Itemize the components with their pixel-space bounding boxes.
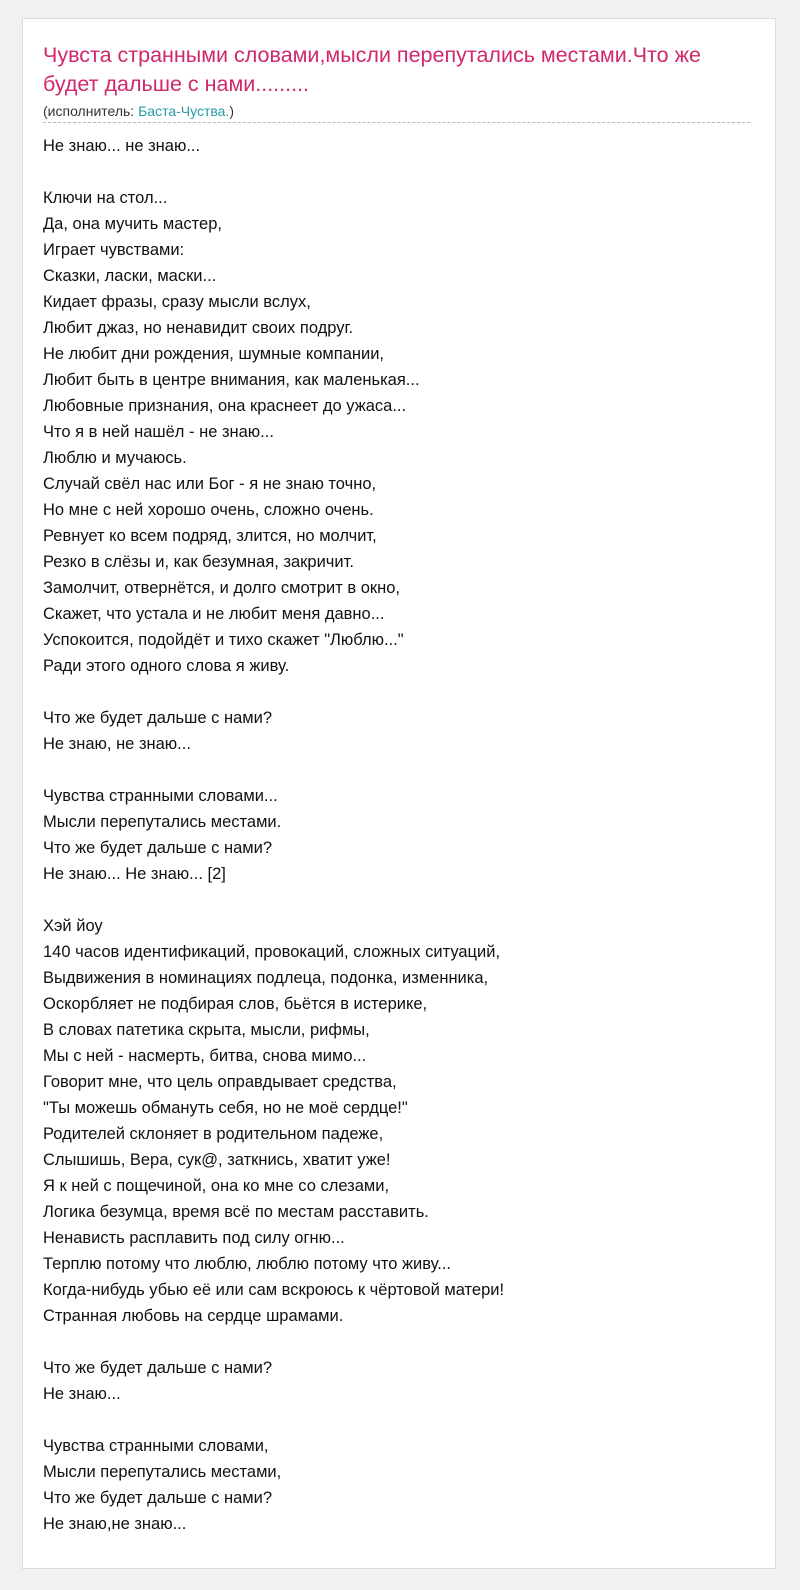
lyric-line: Да, она мучить мастер, (43, 215, 222, 233)
artist-suffix: ) (229, 103, 234, 119)
lyric-line: В словах патетика скрыта, мысли, рифмы, (43, 1021, 370, 1039)
lyric-line: Но мне с ней хорошо очень, сложно очень. (43, 501, 374, 519)
lyric-line: Ревнует ко всем подряд, злится, но молчит, (43, 527, 377, 545)
lyric-line: Замолчит, отвернётся, и долго смотрит в окно, (43, 579, 400, 597)
lyric-line: "Ты можешь обмануть себя, но не моё сердце!" (43, 1099, 408, 1117)
lyric-line: Не любит дни рождения, шумные компании, (43, 345, 385, 363)
lyric-line: Хэй йоу (43, 917, 103, 935)
lyric-blank-line (43, 679, 755, 705)
lyric-line: Ради этого одного слова я живу. (43, 657, 290, 675)
artist-link[interactable]: Баста-Чуства. (138, 103, 230, 119)
lyric-line: Выдвижения в номинациях подлеца, подонка, изменника, (43, 969, 489, 987)
lyric-line: Люблю и мучаюсь. (43, 449, 187, 467)
lyric-blank-line (43, 1329, 755, 1355)
lyric-blank-line (43, 757, 755, 783)
lyric-line: Ключи на стол... (43, 189, 168, 207)
lyric-line: Мысли перепутались местами, (43, 1463, 282, 1481)
lyric-line: Говорит мне, что цель оправдывает средства, (43, 1073, 397, 1091)
lyric-line: Когда-нибудь убью её или сам вскроюсь к чёртовой матери! (43, 1281, 505, 1299)
lyric-line: Что же будет дальше с нами? (43, 1359, 273, 1377)
lyric-line: Сказки, ласки, маски... (43, 267, 217, 285)
lyric-line: Ненависть расплавить под силу огню... (43, 1229, 345, 1247)
lyric-line: Родителей склоняет в родительном падеже, (43, 1125, 384, 1143)
lyric-blank-line (43, 159, 755, 185)
lyric-line: Что же будет дальше с нами? (43, 1489, 273, 1507)
lyric-line: Что же будет дальше с нами? (43, 709, 273, 727)
lyric-blank-line (43, 887, 755, 913)
lyric-line: 140 часов идентификаций, провокаций, сложных ситуаций, (43, 943, 501, 961)
title-divider (43, 122, 750, 123)
lyric-line: Логика безумца, время всё по местам расставить. (43, 1203, 429, 1221)
lyric-line: Успокоится, подойдёт и тихо скажет "Люблю..." (43, 631, 404, 649)
lyric-line: Любит быть в центре внимания, как маленькая... (43, 371, 420, 389)
lyric-line: Резко в слёзы и, как безумная, закричит. (43, 553, 354, 571)
lyric-line: Скажет, что устала и не любит меня давно... (43, 605, 385, 623)
artist-prefix: (исполнитель: (43, 103, 139, 119)
lyric-line: Не знаю, не знаю... (43, 735, 191, 753)
artist-line (43, 102, 234, 120)
lyric-line: Что я в ней нашёл - не знаю... (43, 423, 274, 441)
lyric-line: Оскорбляет не подбирая слов, бьётся в истерике, (43, 995, 428, 1013)
lyric-line: Играет чувствами: (43, 241, 185, 259)
lyric-line: Любит джаз, но ненавидит своих подруг. (43, 319, 354, 337)
lyric-line: Что же будет дальше с нами? (43, 839, 273, 857)
lyric-line: Не знаю,не знаю... (43, 1515, 187, 1533)
lyrics-text (43, 133, 755, 1537)
lyric-line: Терплю потому что люблю, люблю потому что живу... (43, 1255, 451, 1273)
lyric-line: Мысли перепутались местами. (43, 813, 282, 831)
lyric-line: Любовные признания, она краснеет до ужаса... (43, 397, 407, 415)
lyric-line: Я к ней с пощечиной, она ко мне со слезами, (43, 1177, 390, 1195)
song-title: Чувста странными словами,мысли перепутались местами.Что же будет дальше с нами......... (43, 43, 701, 96)
lyric-line: Чувства странными словами... (43, 787, 278, 805)
lyric-line: Не знаю... Не знаю... [2] (43, 865, 226, 883)
lyric-line: Кидает фразы, сразу мысли вслух, (43, 293, 311, 311)
lyric-line: Чувства странными словами, (43, 1437, 269, 1455)
lyric-line: Не знаю... (43, 1385, 121, 1403)
lyric-line: Странная любовь на сердце шрамами. (43, 1307, 344, 1325)
lyric-line: Не знаю... не знаю... (43, 137, 201, 155)
lyric-line: Слышишь, Вера, сук@, заткнись, хватит уже! (43, 1151, 391, 1169)
lyrics-card (22, 18, 776, 1569)
lyric-line: Мы с ней - насмерть, битва, снова мимо... (43, 1047, 367, 1065)
lyric-line: Случай свёл нас или Бог - я не знаю точно, (43, 475, 377, 493)
lyric-blank-line (43, 1407, 755, 1433)
